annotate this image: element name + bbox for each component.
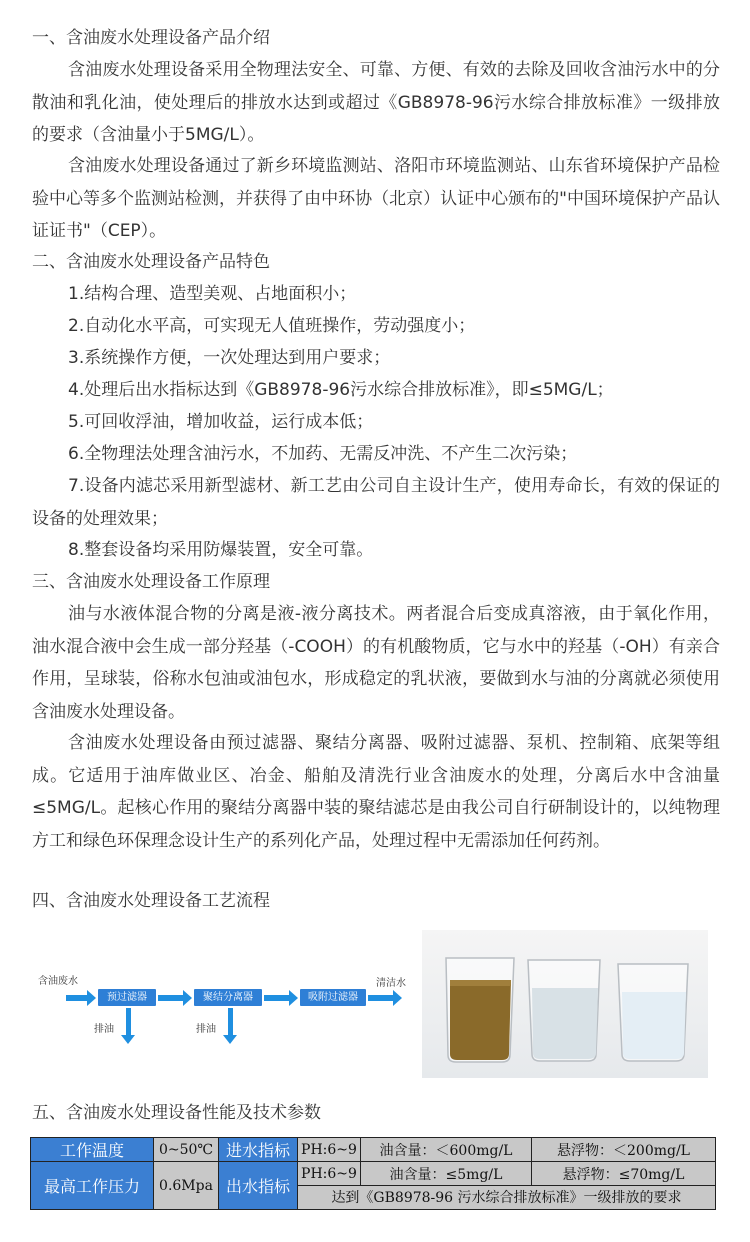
- spec-table: [30, 1137, 716, 1210]
- flow-drain-label-1: 排油: [94, 1024, 114, 1035]
- flow-input-label: 含油废水: [38, 976, 78, 987]
- feature-item-3: 3.系统操作方便，一次处理达到用户要求；: [68, 348, 391, 368]
- flow-arrow-4: [368, 995, 394, 1001]
- outlet-suspended-solids: 悬浮物：≤70mg/L: [532, 1162, 716, 1186]
- section-heading-intro: 一、含油废水处理设备产品介绍: [32, 28, 270, 48]
- feature-item-1: 1.结构合理、造型美观、占地面积小；: [68, 284, 357, 304]
- outlet-oil-content: 油含量：≤5mg/L: [361, 1162, 532, 1186]
- intro-paragraph-1: 含油废水处理设备采用全物理法安全、可靠、方便、有效的去除及回收含油污水中的分散油和乳化油，使处理后的排放水达到或超过《GB8978-96污水综合排放标准》一级排放的要求（含油量小于5MG/L）。: [32, 60, 720, 145]
- outlet-ph: PH:6~9: [298, 1162, 361, 1186]
- flow-drain-arrow-2: [228, 1008, 233, 1036]
- section-heading-specs: 五、含油废水处理设备性能及技术参数: [32, 1103, 321, 1123]
- flow-box-coalescer: 聚结分离器: [194, 989, 262, 1006]
- section-heading-features: 二、含油废水处理设备产品特色: [32, 252, 270, 272]
- label-max-pressure: 最高工作压力: [31, 1162, 154, 1210]
- outlet-standard: 达到《GB8978-96 污水综合排放标准》一级排放的要求: [298, 1186, 716, 1210]
- feature-item-4: 4.处理后出水指标达到《GB8978-96污水综合排放标准》，即≤5MG/L；: [68, 380, 614, 400]
- table-row: [31, 1138, 716, 1162]
- flow-drain-arrow-1: [126, 1008, 131, 1036]
- section-heading-principle: 三、含油废水处理设备工作原理: [32, 572, 270, 592]
- table-row: [31, 1162, 716, 1186]
- flow-arrow-3: [264, 995, 290, 1001]
- feature-item-6: 6.全物理法处理含油污水，不加药、无需反冲洗、不产生二次污染；: [68, 444, 578, 464]
- flow-box-adsorption: 吸附过滤器: [300, 989, 366, 1006]
- feature-item-2: 2.自动化水平高，可实现无人值班操作，劳动强度小；: [68, 316, 476, 336]
- flow-box-prefilter: 预过滤器: [98, 989, 156, 1006]
- flow-drain-label-2: 排油: [196, 1024, 216, 1035]
- principle-paragraph-2: 含油废水处理设备由预过滤器、聚结分离器、吸附过滤器、泵机、控制箱、底架等组成。它适用于油库做业区、冶金、船舶及清洗行业含油废水的处理，分离后水中含油量≤5MG/L。起核心作用的聚结分离器中装的聚结滤芯是由我公司自行研制设计的，以纯物理方工和绿色环保理念设计生产的系列化产品，处理过程中无需添加任何药剂。: [32, 733, 720, 851]
- beakers-illustration: [422, 930, 708, 1078]
- principle-paragraph-1: 油与水液体混合物的分离是液-液分离技术。两者混合后变成真溶液，由于氧化作用，油水混合液中会生成一部分羟基（-COOH）的有机酸物质，它与水中的羟基（-OH）有亲合作用，呈球装，俗称水包油或油包水，形成稳定的乳状液，要做到水与油的分离就必须使用含油废水处理设备。: [32, 604, 720, 722]
- value-work-temperature: 0~50℃: [154, 1138, 219, 1162]
- feature-item-7: 7.设备内滤芯采用新型滤材、新工艺由公司自主设计生产，使用寿命长，有效的保证的设备的处理效果；: [32, 476, 720, 529]
- label-outlet-index: 出水指标: [219, 1162, 298, 1210]
- inlet-suspended-solids: 悬浮物：＜200mg/L: [532, 1138, 716, 1162]
- flow-arrow-2: [158, 995, 184, 1001]
- flow-output-label: 清洁水: [376, 978, 406, 989]
- value-max-pressure: 0.6Mpa: [154, 1162, 219, 1210]
- flow-arrow-1: [66, 995, 88, 1001]
- inlet-oil-content: 油含量：＜600mg/L: [361, 1138, 532, 1162]
- intro-paragraph-2: 含油废水处理设备通过了新乡环境监测站、洛阳市环境监测站、山东省环境保护产品检验中心等多个监测站检测，并获得了由中环协（北京）认证中心颁布的"中国环境保护产品认证证书"（CEP）。: [32, 156, 720, 241]
- section-heading-process: 四、含油废水处理设备工艺流程: [32, 891, 270, 911]
- label-inlet-index: 进水指标: [219, 1138, 298, 1162]
- inlet-ph: PH:6~9: [298, 1138, 361, 1162]
- feature-item-5: 5.可回收浮油，增加收益，运行成本低；: [68, 412, 374, 432]
- process-flow-diagram: [30, 950, 420, 1060]
- label-work-temperature: 工作温度: [31, 1138, 154, 1162]
- beaker-comparison-photo: [422, 930, 708, 1078]
- feature-item-8: 8.整套设备均采用防爆装置，安全可靠。: [68, 540, 374, 560]
